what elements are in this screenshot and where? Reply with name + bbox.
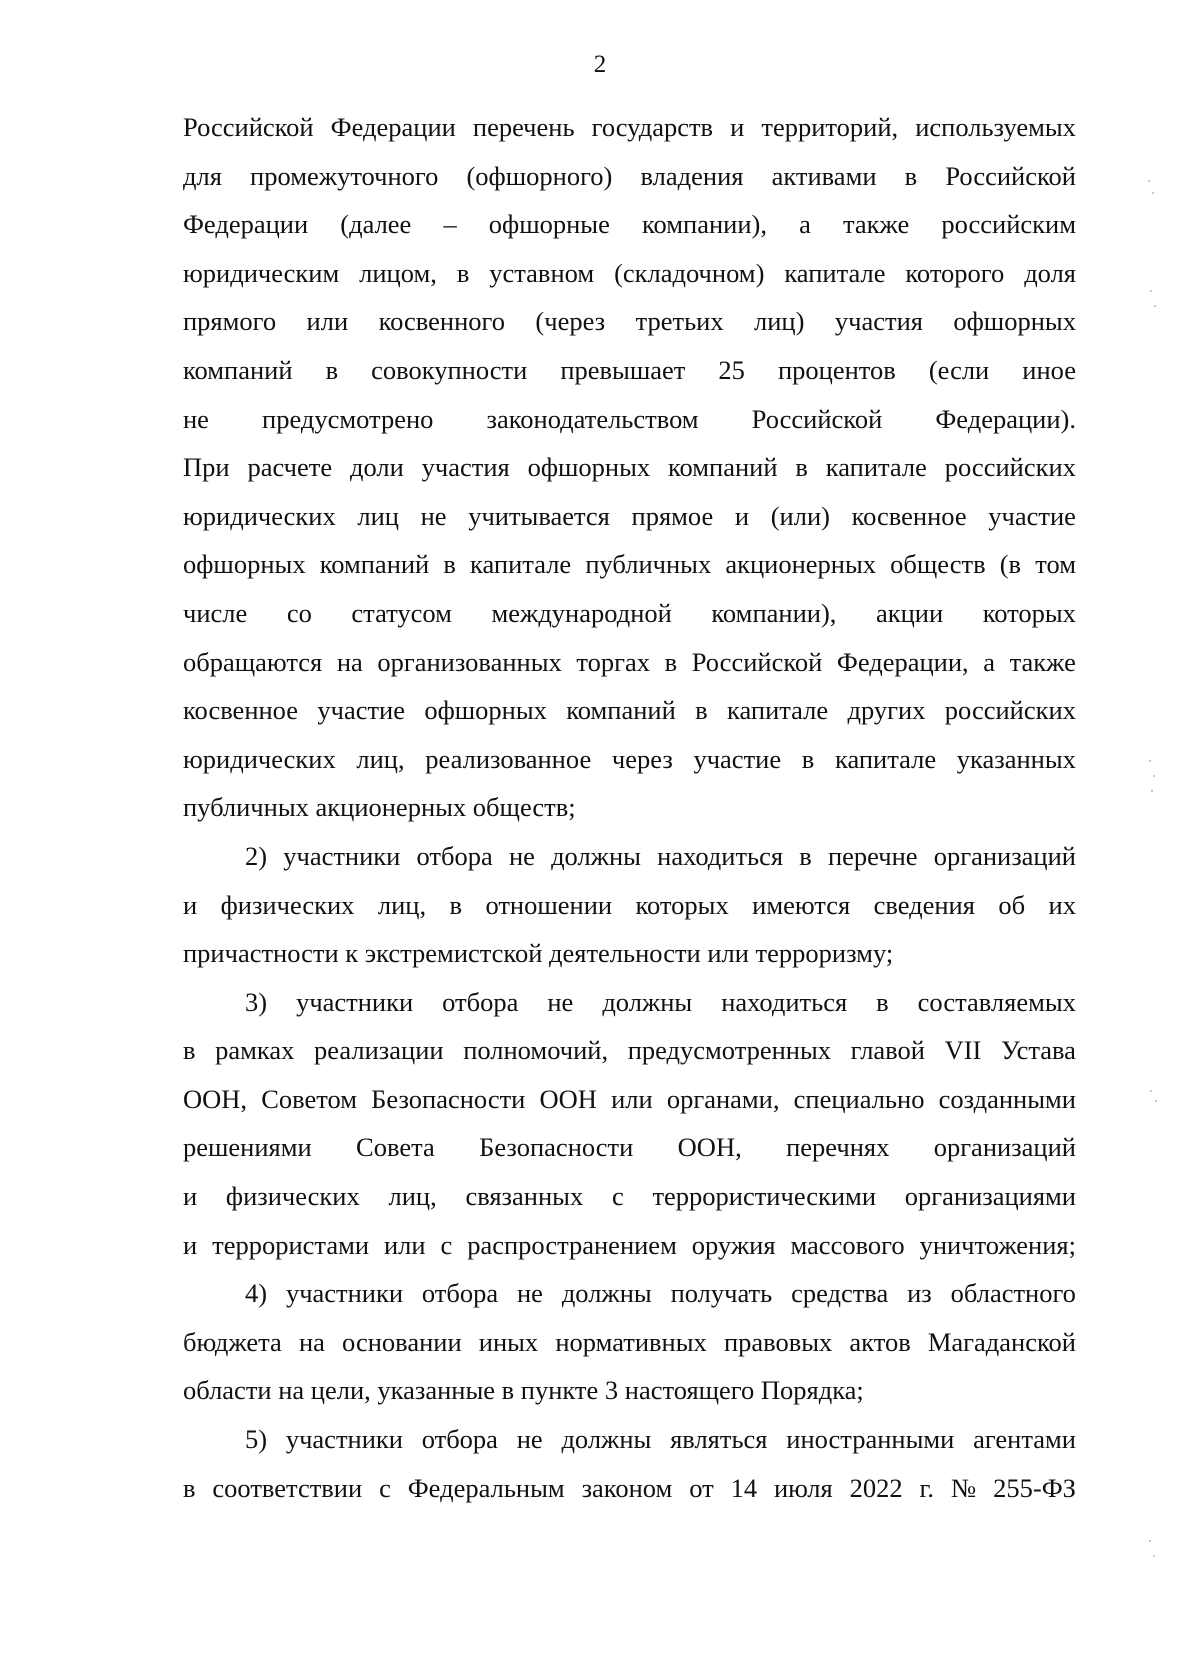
word: Советом (261, 1083, 357, 1114)
word: Российской (751, 403, 883, 434)
word: г. (919, 1472, 935, 1503)
word: офшорные (488, 209, 610, 240)
word: международной (491, 597, 672, 628)
word: террористическими (652, 1181, 877, 1212)
word: лицом, (359, 257, 437, 288)
word: том (1035, 549, 1076, 580)
word: перечне (827, 840, 918, 871)
word: а (799, 209, 811, 240)
text-line (183, 103, 1076, 152)
word: об (998, 889, 1026, 920)
word: не (517, 1278, 543, 1309)
word: акции (875, 597, 944, 628)
word: 2022 (849, 1472, 903, 1503)
word: в (801, 743, 815, 774)
text-line (183, 589, 1076, 638)
word: специально (793, 1083, 925, 1114)
word: отношении (485, 889, 613, 920)
word: компаний (667, 452, 778, 483)
word: оружия (691, 1229, 776, 1260)
text-line (183, 152, 1076, 201)
word: со (286, 597, 312, 628)
word: ООН, (677, 1132, 742, 1163)
text-line (183, 1026, 1076, 1075)
word: и (183, 1181, 198, 1212)
word: компаний (183, 354, 293, 385)
text-line (183, 978, 1076, 1027)
word: не (508, 840, 535, 871)
word: областного (950, 1278, 1076, 1309)
word: законом (581, 1472, 673, 1503)
scan-speck (1151, 790, 1153, 792)
word: Федерации (330, 112, 456, 142)
word: ООН, (183, 1083, 248, 1114)
word: предусмотренных (627, 1035, 832, 1066)
text-line: публичных акционерных обществ; (183, 792, 576, 823)
word: также (1009, 646, 1076, 677)
word: правовых (723, 1326, 833, 1357)
word: для (183, 160, 222, 191)
word: Российской (945, 160, 1076, 191)
word: Российской (691, 646, 823, 677)
text-line (183, 1318, 1076, 1367)
word: должны (561, 1278, 652, 1309)
word: органами, (666, 1083, 780, 1114)
word: Федерации (183, 209, 309, 240)
word: российских (944, 695, 1076, 726)
word: прямого (183, 306, 277, 337)
word: иных (478, 1326, 539, 1357)
text-line (183, 395, 1076, 444)
word: в (799, 840, 812, 871)
word: организаций (933, 1132, 1076, 1163)
word: косвенное (183, 695, 299, 726)
word: Безопасности (371, 1083, 526, 1114)
word: не (516, 1424, 543, 1455)
word: которых (982, 597, 1076, 628)
word: средства (791, 1278, 889, 1309)
word: должны (561, 1424, 652, 1455)
word: соответствии (212, 1472, 363, 1503)
word: участия (834, 306, 923, 337)
text-line (183, 1075, 1076, 1124)
word: Магаданской (927, 1326, 1076, 1357)
word: 4) (245, 1278, 268, 1309)
word: в (664, 646, 678, 677)
word: VII (944, 1035, 982, 1066)
word: юридических (183, 500, 336, 531)
word: составляемых (917, 986, 1076, 1017)
word: их (1048, 889, 1076, 920)
word: законодательством (486, 403, 699, 434)
word: 3) (245, 986, 268, 1017)
word: прямое (631, 500, 714, 531)
text-line (183, 492, 1076, 541)
scan-speck (1150, 1090, 1152, 1092)
text-line (183, 540, 1076, 589)
word: капитале (834, 743, 937, 774)
word: отбора (421, 1278, 499, 1309)
word: реализованное (425, 743, 592, 774)
word: и (734, 500, 750, 531)
word: сведения (873, 889, 975, 920)
word: расчете (247, 452, 333, 483)
word: – (443, 209, 457, 240)
word: 2) (245, 840, 268, 871)
word: на (298, 1326, 325, 1357)
word: распространением (467, 1229, 677, 1260)
word: компаний (319, 549, 430, 580)
text-line (183, 1221, 1076, 1270)
word: российских (944, 452, 1076, 483)
text-line (183, 1172, 1076, 1221)
word: от (689, 1472, 714, 1503)
text-line (183, 881, 1076, 930)
word: участие (317, 695, 406, 726)
word: участие (988, 500, 1076, 531)
word: иное (1022, 354, 1076, 385)
word: обществ (890, 549, 986, 580)
word: в (183, 1035, 196, 1066)
word: участники (283, 840, 401, 871)
word: совокупности (371, 354, 528, 385)
word: на (336, 646, 363, 677)
word: агентами (973, 1424, 1076, 1455)
word: участники (285, 1278, 404, 1309)
document-body (183, 103, 1076, 1512)
word: российским (941, 209, 1076, 240)
word: реализации (314, 1035, 444, 1066)
word: в (876, 986, 889, 1017)
word: уничтожения; (919, 1229, 1076, 1260)
word: офшорных (527, 452, 651, 483)
word: указанных (956, 743, 1076, 774)
word: участники (296, 986, 414, 1017)
word: (если (928, 354, 990, 385)
word: связанных (465, 1181, 584, 1212)
word: лиц, (388, 1181, 437, 1212)
word: массового (790, 1229, 905, 1260)
word: лиц) (754, 306, 805, 337)
word: перечнях (786, 1132, 890, 1163)
word: других (847, 695, 926, 726)
word: (далее (340, 209, 412, 240)
word: предусмотрено (262, 403, 434, 434)
word: числе (183, 597, 248, 628)
word: государств (591, 112, 714, 142)
word: являться (670, 1424, 768, 1455)
word: бюджета (183, 1326, 282, 1357)
text-line (183, 735, 1076, 784)
scan-speck (1155, 1100, 1157, 1102)
word: рамках (215, 1035, 295, 1066)
text-line (183, 1464, 1076, 1513)
word: Безопасности (479, 1132, 634, 1163)
word: 5) (245, 1424, 268, 1455)
word: торгах (576, 646, 650, 677)
text-line (183, 346, 1076, 395)
word: доля (1024, 257, 1076, 288)
word: с (440, 1229, 453, 1260)
word: капитале (784, 257, 886, 288)
word: июля (773, 1472, 833, 1503)
word: Устава (1001, 1035, 1076, 1066)
scan-speck (1148, 180, 1150, 182)
text-line (183, 1269, 1076, 1318)
word: организаций (933, 840, 1076, 871)
word: главой (850, 1035, 925, 1066)
word: и (730, 112, 745, 142)
word: № (950, 1472, 977, 1503)
word: лиц, (356, 743, 405, 774)
word: террористами (212, 1229, 370, 1260)
word: Федерации, (836, 646, 969, 677)
text-line (183, 297, 1076, 346)
word: третьих (635, 306, 724, 337)
word: (в (999, 549, 1022, 580)
word: промежуточного (250, 160, 439, 191)
word: офшорных (953, 306, 1076, 337)
word: физических (220, 889, 355, 920)
word: 14 (730, 1472, 758, 1503)
word: должны (602, 986, 693, 1017)
word: нормативных (555, 1326, 707, 1357)
word: должны (551, 840, 641, 871)
word: ООН (539, 1083, 597, 1114)
word: получать (670, 1278, 773, 1309)
text-line (183, 686, 1076, 735)
word: учитывается (468, 500, 610, 531)
scan-speck (1153, 1555, 1155, 1557)
word: отбора (442, 986, 519, 1017)
word: перечень (472, 112, 575, 142)
word: Российской (183, 112, 314, 142)
text-line (183, 443, 1076, 492)
word: которого (905, 257, 1005, 288)
word: иностранными (786, 1424, 955, 1455)
word: владения (640, 160, 744, 191)
word: находиться (721, 986, 848, 1017)
word: уставном (489, 257, 595, 288)
scan-speck (1149, 760, 1151, 762)
text-line (183, 1415, 1076, 1464)
word: или (383, 1229, 426, 1260)
word: обращаются (183, 646, 323, 677)
word: участие (693, 743, 782, 774)
text-line: причастности к экстремистской деятельности или терроризму; (183, 938, 894, 969)
word: находиться (657, 840, 784, 871)
word: в (449, 889, 463, 920)
word: решениями (183, 1132, 312, 1163)
word: косвенного (378, 306, 505, 337)
word: в (443, 549, 456, 580)
word: или (306, 306, 349, 337)
word: имеются (752, 889, 851, 920)
text-line (183, 200, 1076, 249)
word: организациями (904, 1181, 1076, 1212)
word: активами (771, 160, 877, 191)
word: и (183, 889, 198, 920)
word: а (983, 646, 996, 677)
word: не (420, 500, 447, 531)
word: не (183, 403, 209, 434)
word: территорий, (761, 112, 899, 142)
word: капитале (470, 549, 572, 580)
word: Федеральным (407, 1472, 565, 1503)
word: полномочий, (463, 1035, 609, 1066)
word: и (183, 1229, 198, 1260)
word: процентов (777, 354, 896, 385)
text-line: области на цели, указанные в пункте 3 настоящего Порядка; (183, 1375, 864, 1406)
word: 255-ФЗ (993, 1472, 1076, 1503)
word: отбора (416, 840, 493, 871)
text-line (183, 1123, 1076, 1172)
word: акционерных (725, 549, 877, 580)
scan-speck (1154, 305, 1156, 307)
word: также (842, 209, 910, 240)
word: в (904, 160, 918, 191)
word: Федерации). (935, 403, 1076, 434)
word: или (611, 1083, 653, 1114)
word: юридических (183, 743, 336, 774)
word: в (325, 354, 339, 385)
word: в (183, 1472, 196, 1503)
scan-speck (1153, 775, 1155, 777)
word: офшорных (183, 549, 306, 580)
word: капитале (727, 695, 829, 726)
word: основании (342, 1326, 462, 1357)
word: юридическим (183, 257, 340, 288)
word: компании), (711, 597, 837, 628)
scan-speck (1152, 192, 1154, 194)
word: отбора (421, 1424, 498, 1455)
word: Совета (356, 1132, 435, 1163)
page-number: 2 (593, 51, 607, 78)
word: с (379, 1472, 391, 1503)
word: не (547, 986, 574, 1017)
word: организованных (377, 646, 562, 677)
word: компаний (566, 695, 676, 726)
word: используемых (915, 112, 1076, 142)
text-line (183, 249, 1076, 298)
word: капитале (825, 452, 927, 483)
word: из (907, 1278, 932, 1309)
word: в (695, 695, 708, 726)
word: созданными (938, 1083, 1076, 1114)
word: участники (285, 1424, 403, 1455)
word: участия (421, 452, 510, 483)
word: доли (349, 452, 404, 483)
word: лиц (357, 500, 399, 531)
word: превышает (560, 354, 686, 385)
word: лиц, (377, 889, 427, 920)
word: в (795, 452, 808, 483)
scan-speck (1150, 290, 1152, 292)
word: косвенное (851, 500, 967, 531)
word: (через (535, 306, 606, 337)
word: с (611, 1181, 624, 1212)
word: (офшорного) (466, 160, 613, 191)
word: При (183, 452, 230, 483)
text-line (183, 832, 1076, 881)
word: статусом (351, 597, 452, 628)
word: офшорных (424, 695, 547, 726)
word: которых (635, 889, 729, 920)
word: публичных (585, 549, 712, 580)
word: в (456, 257, 470, 288)
word: актов (849, 1326, 911, 1357)
text-line (183, 638, 1076, 687)
word: физических (225, 1181, 360, 1212)
word: (складочном) (614, 257, 765, 288)
word: 25 (718, 354, 745, 385)
word: через (611, 743, 673, 774)
word: компании), (641, 209, 767, 240)
scan-speck (1149, 1540, 1151, 1542)
word: (или) (770, 500, 830, 531)
